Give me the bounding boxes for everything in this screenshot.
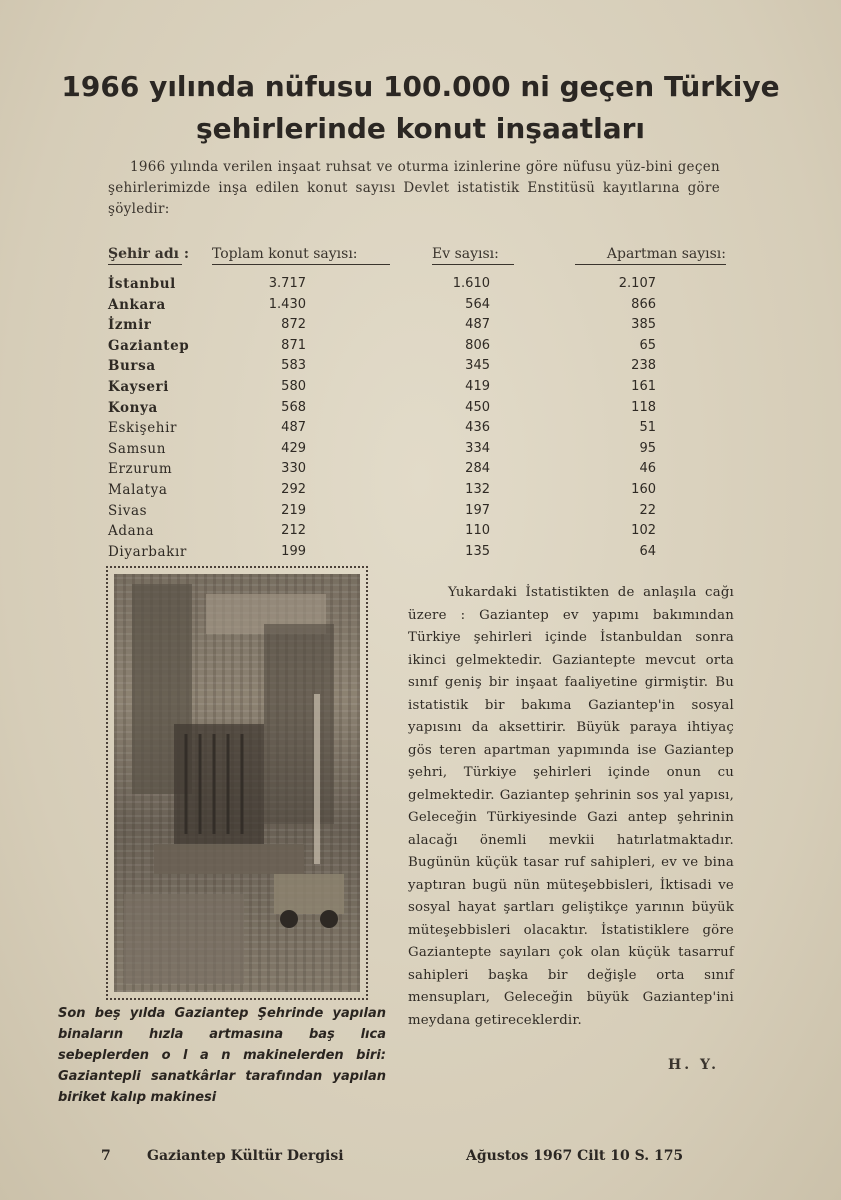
cell-total: 292 (281, 482, 306, 497)
photo-illustration (114, 574, 360, 992)
cell-total: 429 (281, 440, 306, 456)
cell-city: Konya (108, 399, 158, 416)
cell-ev: 1.610 (452, 276, 490, 291)
photo-frame (106, 566, 368, 1000)
cell-city: Gaziantep (108, 337, 190, 354)
cell-apartment: 160 (631, 482, 656, 497)
cell-apartment: 385 (631, 317, 656, 333)
table-row (0, 379, 841, 399)
cell-ev: 806 (465, 337, 490, 353)
issue-info: Ağustos 1967 Cilt 10 S. 175 (466, 1148, 684, 1164)
article-title-line1: 1966 yılında nüfusu 100.000 ni geçen Türkiye (61, 70, 780, 103)
cell-city: Diyarbakır (108, 543, 187, 560)
cell-total: 583 (281, 358, 306, 374)
cell-city: Eskişehir (108, 420, 178, 437)
cell-apartment: 118 (631, 399, 656, 415)
table-row (0, 503, 841, 523)
header-total: Toplam konut sayısı: (212, 246, 390, 265)
cell-apartment: 46 (639, 461, 656, 477)
cell-apartment: 102 (631, 523, 656, 539)
cell-total: 871 (281, 337, 306, 353)
header-city: Şehir adı : (108, 246, 182, 265)
article-title-line2: şehirlerinde konut inşaatları (195, 112, 646, 145)
cell-ev: 135 (465, 543, 490, 559)
cell-city: Kayseri (108, 379, 169, 395)
table-row (0, 338, 841, 358)
cell-ev: 564 (465, 296, 490, 312)
cell-total: 330 (281, 461, 306, 477)
cell-ev: 436 (465, 420, 490, 436)
table-row (0, 400, 841, 420)
cell-total: 219 (281, 502, 306, 518)
table-row (0, 544, 841, 564)
cell-city: Sivas (108, 502, 148, 519)
cell-ev: 450 (465, 399, 490, 415)
cell-city: İstanbul (108, 276, 176, 292)
cell-city: İzmir (108, 317, 152, 334)
cell-ev: 132 (465, 482, 490, 497)
cell-apartment: 2.107 (618, 276, 656, 291)
table-row (0, 482, 841, 502)
magazine-name: Gaziantep Kültür Dergisi (147, 1148, 344, 1164)
header-ev: Ev sayısı: (432, 246, 514, 265)
cell-ev: 284 (465, 461, 490, 477)
table-row (0, 317, 841, 337)
table-row (0, 276, 841, 296)
cell-ev: 110 (465, 523, 490, 539)
cell-city: Bursa (108, 358, 156, 375)
cell-ev: 197 (465, 502, 490, 518)
cell-apartment: 51 (639, 420, 656, 436)
cell-apartment: 64 (639, 543, 656, 559)
table-row (0, 441, 841, 461)
cell-ev: 334 (465, 440, 490, 456)
photo-caption: Son beş yılda Gaziantep Şehrinde yapılan binaların hızla artmasına baş lıca sebeplerden o l a n makinelerden biri: Gaziantepli sanatkârlar tarafından yapılan biriket kalıp makinesi (58, 1006, 386, 1105)
cell-apartment: 161 (631, 379, 656, 394)
table-row (0, 297, 841, 317)
cell-city: Malatya (108, 482, 168, 498)
cell-city: Erzurum (108, 461, 173, 478)
cell-total: 199 (281, 543, 306, 559)
table-row (0, 523, 841, 543)
cell-ev: 419 (465, 379, 490, 394)
cell-apartment: 22 (639, 502, 656, 518)
cell-total: 872 (281, 317, 306, 333)
article-body: Yukardaki İstatistikten de anlaşıla cağı üzere : Gaziantep ev yapımı bakımından Türkiye şehirleri içinde İstanbuldan sonra ikinci gelmektedir. Gaziantepte mevcut orta sınıf geniş bir inşaat faaliyetine girmiştir. Bu istatistik bir bakıma Gaziantep'in sosyal yapısını da aksettirir. Büyük paraya ihtiyaç gös teren apartman yapımında ise Gaziantep şehri, Türkiye şehirleri içinde onun cu gelmektedir. Gaziantep şehrinin sos yal yapısı, Geleceğin Türkiyesinde Gazi antep şehrinin alacağı önemli mevkii hatırlatmaktadır. Bugünün küçük tasar ruf sahipleri, ev ve bina yaptıran bugü nün müteşebbisleri, İktisadi ve sosyal hayat şartları geliştikçe yarının büyük müteşebbisleri olacaktır. İstatistiklere göre Gaziantepte sayıları çok olan küçük tasarruf sahipleri başka bir değişle orta sınıf mensupları, Geleceğin büyük Gaziantep'ini meydana getireceklerdir. (408, 585, 734, 1028)
cell-city: Samsun (108, 440, 167, 457)
cell-total: 580 (281, 379, 306, 394)
cell-total: 568 (281, 399, 306, 415)
table-row (0, 358, 841, 378)
cell-apartment: 238 (631, 358, 656, 374)
cell-total: 1.430 (268, 296, 306, 312)
cell-city: Adana (108, 523, 155, 540)
cell-apartment: 866 (631, 296, 656, 312)
intro-paragraph: 1966 yılında verilen inşaat ruhsat ve oturma izinlerine göre nüfusu yüz-bini geçen şehirlerimizde inşa edilen konut sayısı Devlet istatistik Enstitüsü kayıtlarına göre şöyledir: (108, 159, 720, 217)
table-row (0, 461, 841, 481)
author-signature: H. Y. (668, 1057, 720, 1073)
cell-total: 487 (281, 420, 306, 436)
cell-apartment: 65 (639, 337, 656, 353)
cell-ev: 345 (465, 358, 490, 374)
cell-city: Ankara (108, 296, 166, 313)
header-apartment: Apartman sayısı: (575, 246, 726, 265)
cell-total: 212 (281, 523, 306, 539)
page-number: 7 (101, 1148, 111, 1164)
cell-apartment: 95 (639, 440, 656, 456)
briquette-machine-photo (114, 574, 360, 992)
cell-ev: 487 (465, 317, 490, 333)
cell-total: 3.717 (268, 276, 306, 291)
table-row (0, 420, 841, 440)
